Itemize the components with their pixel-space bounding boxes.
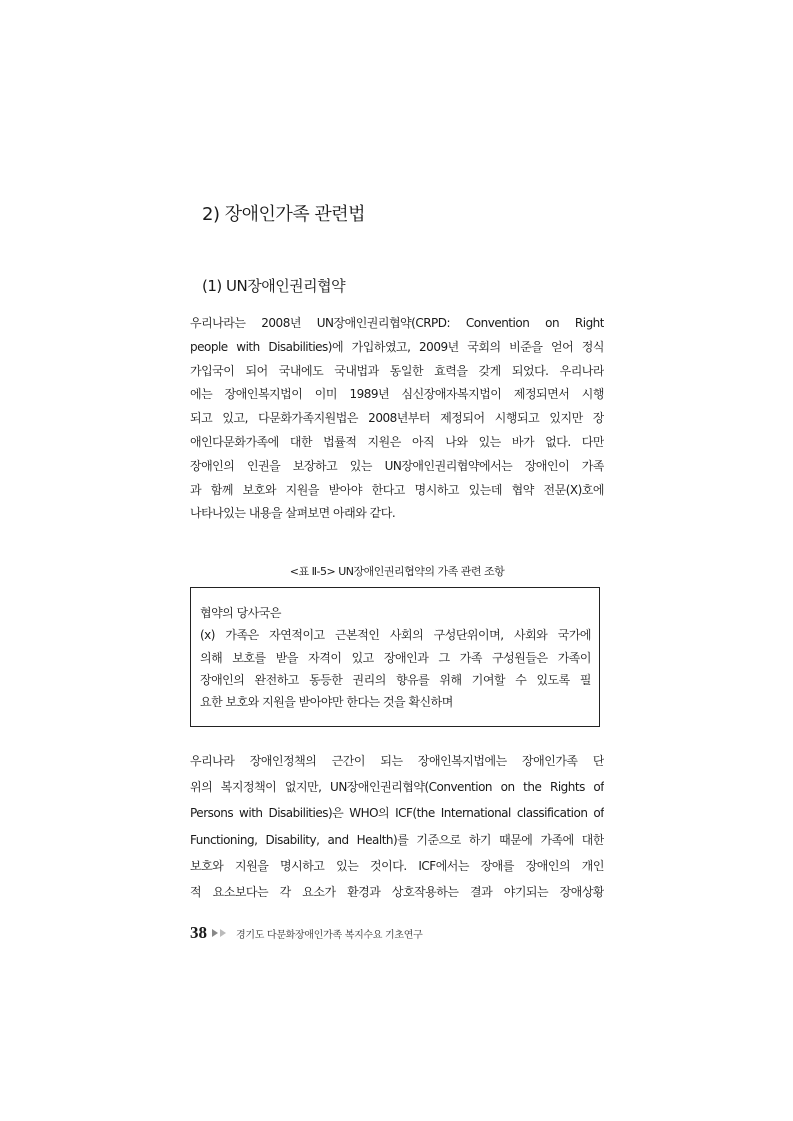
paragraph-line: 에는 장애인복지법이 이미 1989년 심신장애자복지법이 제정되면서 시행 — [190, 387, 604, 402]
box-line: 협약의 당사국은 — [200, 606, 281, 620]
paragraph-line: 우리나라는 2008년 UN장애인권리협약(CRPD: Convention on Right — [190, 316, 604, 330]
paragraph-line: 위의 복지정책이 없지만, UN장애인권리협약(Convention on the Rights of — [190, 780, 604, 795]
paragraph-line: 과 함께 보호와 지원을 받아야 한다고 명시하고 있는데 협약 전문(X)호에 — [190, 482, 604, 497]
paragraph-1 — [190, 312, 604, 526]
box-line: 의해 보호를 받을 자격이 있고 장애인과 그 가족 구성원들은 가족이 — [200, 650, 591, 665]
table-caption: <표 Ⅱ-5> UN장애인권리협약의 가족 관련 조항 — [289, 565, 505, 578]
paragraph-line: 애인다문화가족에 대한 법률적 지원은 아직 나와 있는 바가 없다. 다만 — [190, 434, 604, 449]
play-arrow-icon — [212, 929, 218, 937]
paragraph-line: Functioning, Disability, and Health)를 기준으로 하기 때문에 가족에 대한 — [190, 832, 604, 847]
play-arrow-icon — [220, 929, 226, 937]
paragraph-line: 우리나라 장애인정책의 근간이 되는 장애인복지법에는 장애인가족 단 — [190, 754, 604, 768]
paragraph-2 — [190, 748, 604, 905]
page-footer — [190, 921, 422, 945]
treaty-clause-box — [190, 587, 600, 727]
paragraph-line: people with Disabilities)에 가입하였고, 2009년 국회의 비준을 얻어 정식 — [190, 339, 604, 354]
paragraph-line: Persons with Disabilities)은 WHO의 ICF(the International classification of — [190, 806, 604, 821]
box-line: 요한 보호와 지원을 받아야만 한다는 것을 확신하며 — [200, 695, 453, 710]
page-number: 38 — [190, 923, 207, 942]
box-line: 장애인의 완전하고 동등한 권리의 향유를 위해 기여할 수 있도록 필 — [200, 672, 591, 687]
paragraph-line: 장애인의 인권을 보장하고 있는 UN장애인권리협약에서는 장애인이 가족 — [190, 458, 604, 473]
book-title: 경기도 다문화장애인가족 복지수요 기초연구 — [236, 929, 423, 941]
sub-title: (1) UN장애인권리협약 — [202, 277, 346, 295]
box-line: (x) 가족은 자연적이고 근본적인 사회의 구성단위이며, 사회와 국가에 — [200, 628, 591, 643]
paragraph-line: 보호와 지원을 명시하고 있는 것이다. ICF에서는 장애를 장애인의 개인 — [190, 858, 604, 873]
paragraph-line: 적 요소보다는 각 요소가 환경과 상호작용하는 결과 야기되는 장애상황 — [190, 884, 604, 899]
paragraph-line: 가입국이 되어 국내에도 국내법과 동일한 효력을 갖게 되었다. 우리나라 — [190, 363, 604, 378]
paragraph-line: 나타나있는 내용을 살펴보면 아래와 같다. — [190, 506, 396, 521]
paragraph-line: 되고 있고, 다문화가족지원법은 2008년부터 제정되어 시행되고 있지만 장 — [190, 411, 604, 426]
section-title: 2) 장애인가족 관련법 — [202, 204, 366, 225]
arrow-icon — [212, 929, 226, 937]
